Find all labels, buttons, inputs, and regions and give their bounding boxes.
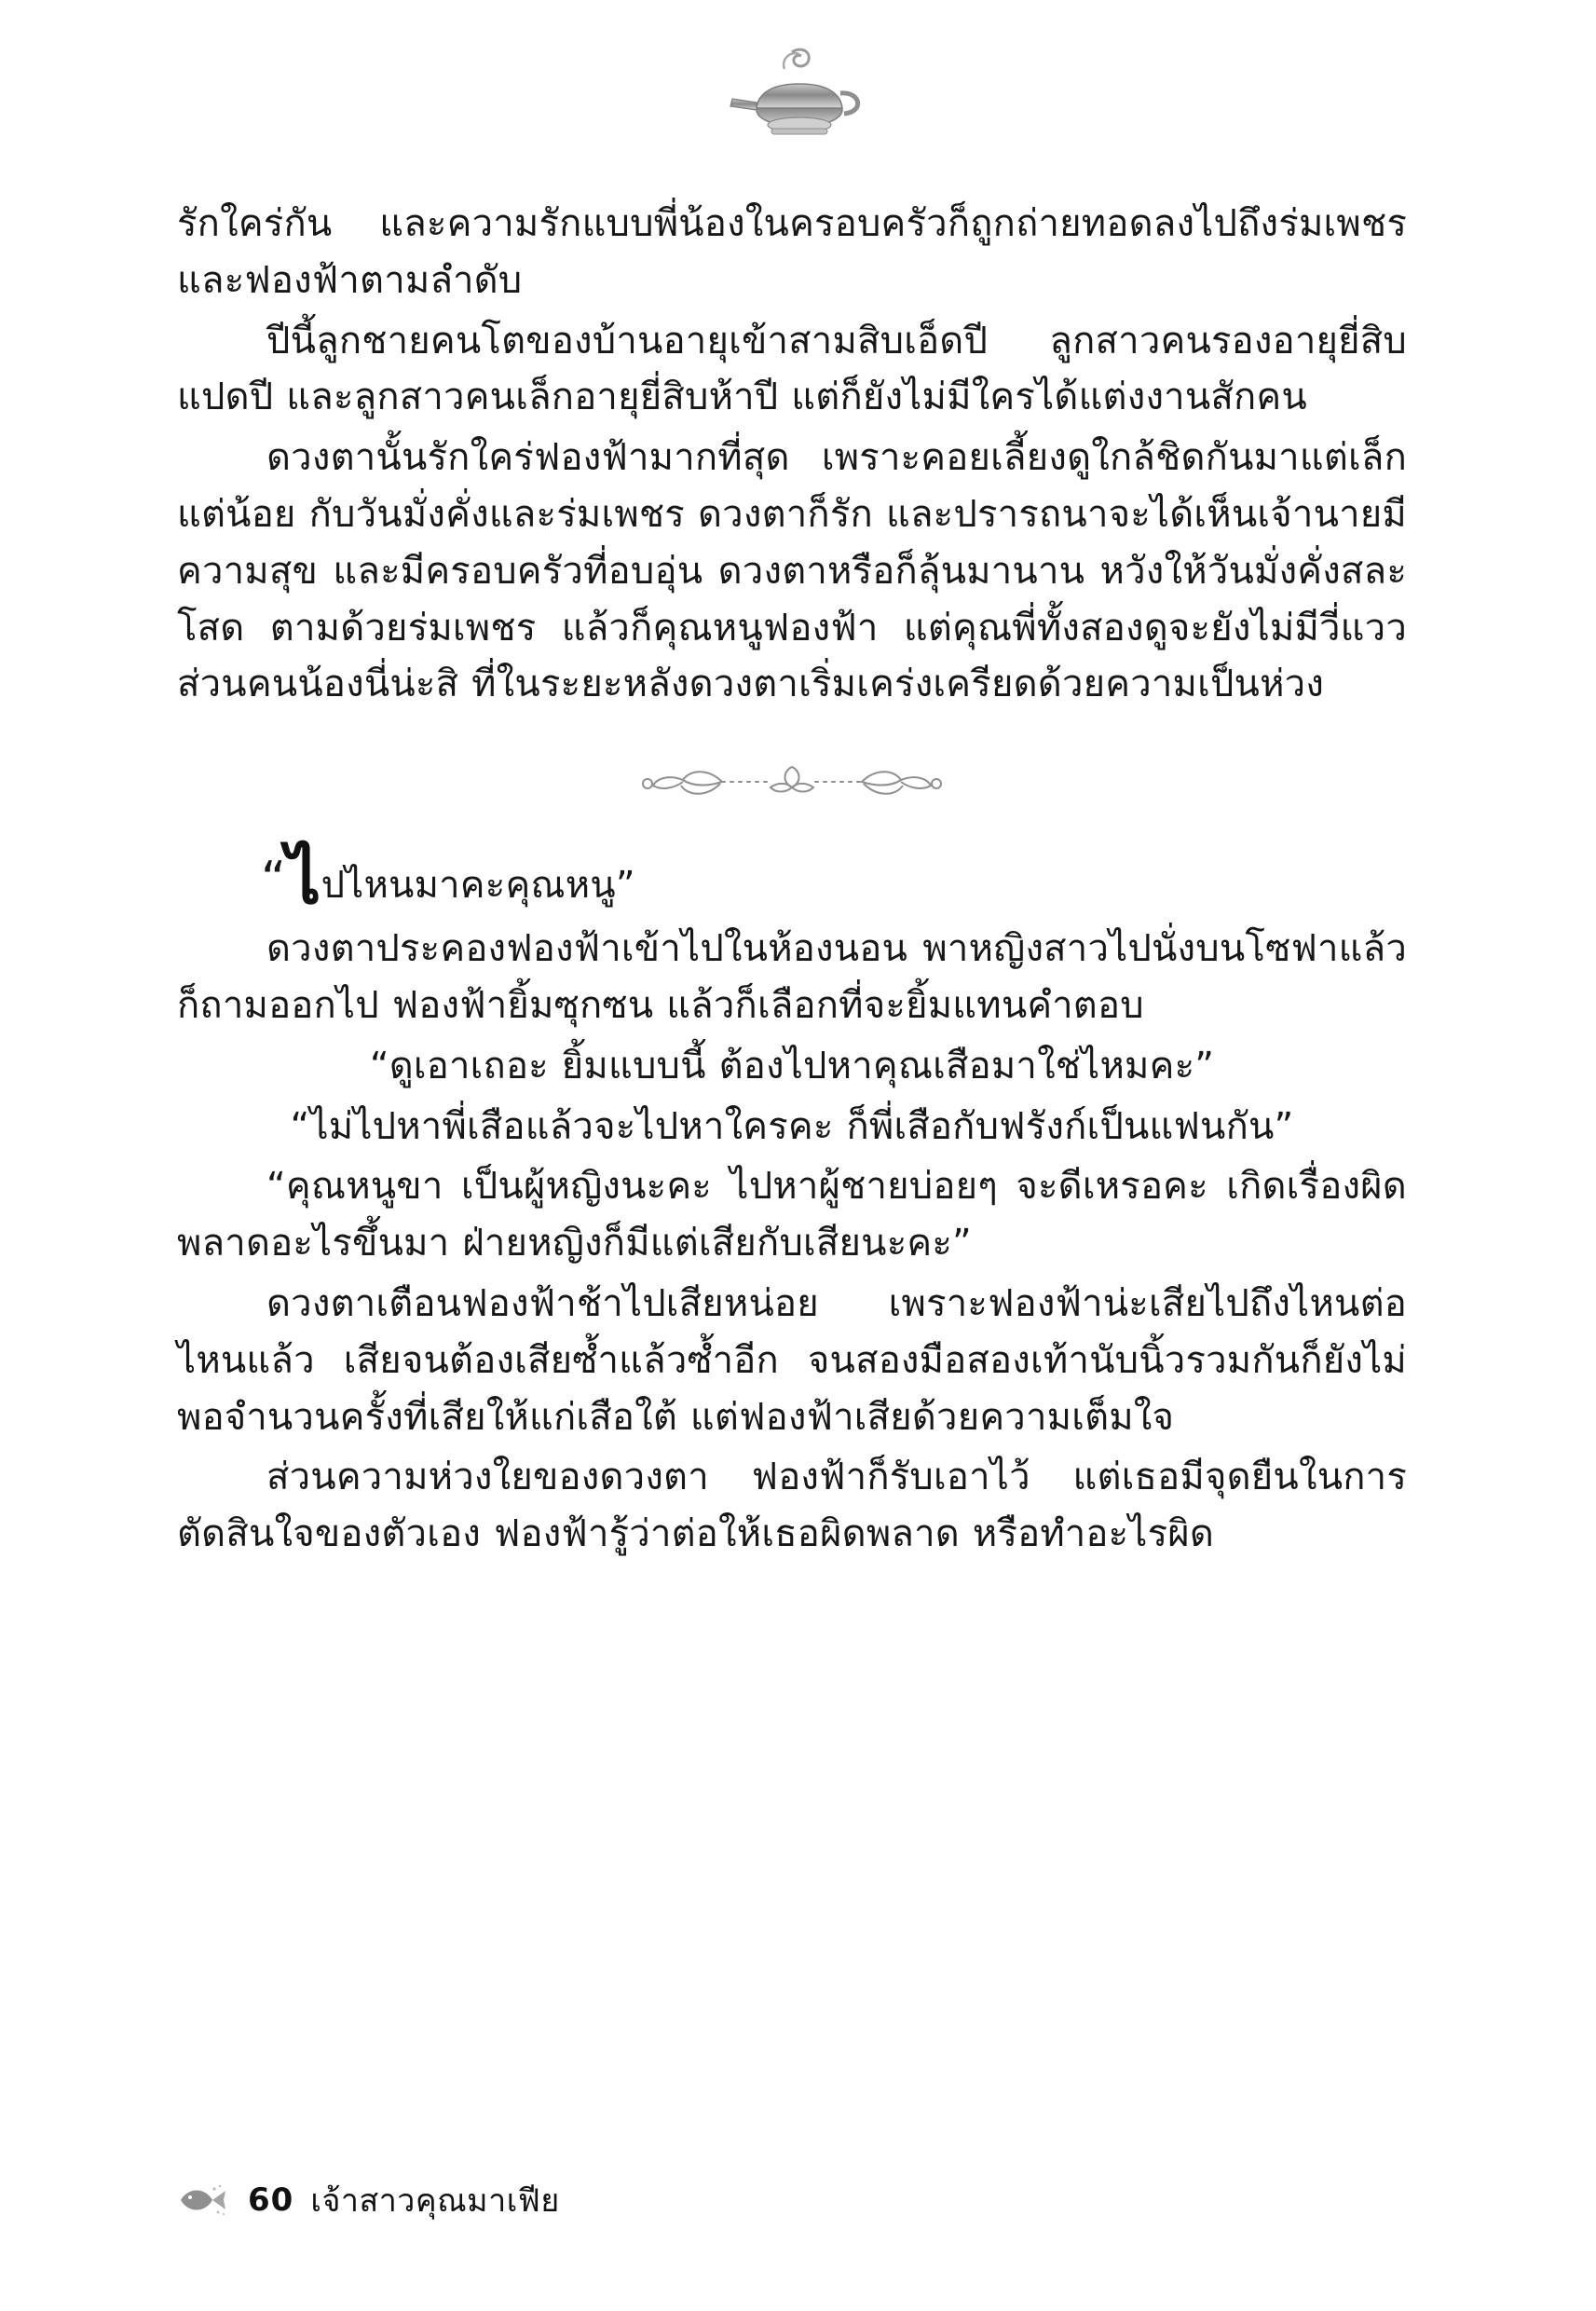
opening-line-rest: ปไหนมาคะคุณหนู” [321, 864, 635, 908]
dialogue-paragraph: “คุณหนูขา เป็นผู้หญิงนะคะ ไปหาผู้ชายบ่อยๆ จะดีเหรอคะ เกิดเรื่องผิดพลาดอะไรขึ้นมา ฝ่ายหญิงก็มีแต่เสียกับเสียนะคะ” [177, 1165, 1407, 1265]
page-footer [177, 2175, 560, 2225]
paragraph: รักใคร่กัน และความรักแบบพี่น้องในครอบครัวก็ถูกถ่ายทอดลงไปถึงร่มเพชรและฟองฟ้าตามลำดับ [177, 202, 1407, 302]
book-title: เจ้าสาวคุณมาเฟีย [310, 2182, 560, 2220]
oil-lamp-icon [719, 45, 878, 147]
drop-cap: ไ [286, 840, 321, 921]
paragraph: ดวงตาประคองฟองฟ้าเข้าไปในห้องนอน พาหญิงสาวไปนั่งบนโซฟาแล้วก็ถามออกไป ฟองฟ้ายิ้มซุกซน แล้วก็เลือกที่จะยิ้มแทนคำตอบ [177, 927, 1407, 1027]
fish-ornament-container [177, 2181, 231, 2219]
paragraph: ส่วนความห่วงใยของดวงตา ฟองฟ้าก็รับเอาไว้ แต่เธอมีจุดยืนในการตัดสินใจของตัวเอง ฟองฟ้ารู้ว่าต่อให้เธอผิดพลาด หรือทำอะไรผิด [177, 1456, 1407, 1556]
paragraph: ดวงตานั้นรักใคร่ฟองฟ้ามากที่สุด เพราะคอยเลี้ยงดูใกล้ชิดกันมาแต่เล็กแต่น้อย กับวันมั่งคั่งและร่มเพชร ดวงตาก็รัก และปรารถนาจะได้เห็นเจ้านายมีความสุข และมีครอบครัวที่อบอุ่น ดวงตาหรือก็ลุ้นมานาน หวังให้วันมั่งคั่งสละโสด ตามด้วยร่มเพชร แล้วก็คุณหนูฟองฟ้า แต่คุณพี่ทั้งสองดูจะยังไม่มีวี่แวว ส่วนคนน้องนี่น่ะสิ ที่ในระยะหลังดวงตาเริ่มเคร่งเครียดด้วยความเป็นห่วง [177, 436, 1407, 706]
floral-divider-icon [610, 756, 974, 808]
paragraph: ปีนี้ลูกชายคนโตของบ้านอายุเข้าสามสิบเอ็ดปี ลูกสาวคนรองอายุยี่สิบแปดปี และลูกสาวคนเล็กอายุยี่สิบห้าปี แต่ก็ยังไม่มีใครได้แต่งงานสักคน [177, 319, 1407, 419]
header-ornament-container [0, 45, 1596, 147]
fish-icon [177, 2181, 231, 2219]
section-divider-container [177, 756, 1407, 812]
quote-open: “ [261, 852, 287, 909]
dialogue-line: “ไม่ไปหาพี่เสือแล้วจะไปหาใครคะ ก็พี่เสือกับฟรังก์เป็นแฟนกัน” [290, 1104, 1294, 1148]
page-content [177, 196, 1407, 1566]
page-number: 60 [248, 2181, 294, 2219]
dialogue-line: “ดูเอาเถอะ ยิ้มแบบนี้ ต้องไปหาคุณเสือมาใช่ไหมคะ” [369, 1044, 1215, 1087]
section-opening-line [177, 840, 1407, 921]
paragraph: ดวงตาเตือนฟองฟ้าช้าไปเสียหน่อย เพราะฟองฟ้าน่ะเสียไปถึงไหนต่อไหนแล้ว เสียจนต้องเสียซ้ำแล้วซ้ำอีก จนสองมือสองเท้านับนิ้วรวมกันก็ยังไม่พอจำนวนครั้งที่เสียให้แก่เสือใต้ แต่ฟองฟ้าเสียด้วยความเต็มใจ [177, 1281, 1407, 1439]
